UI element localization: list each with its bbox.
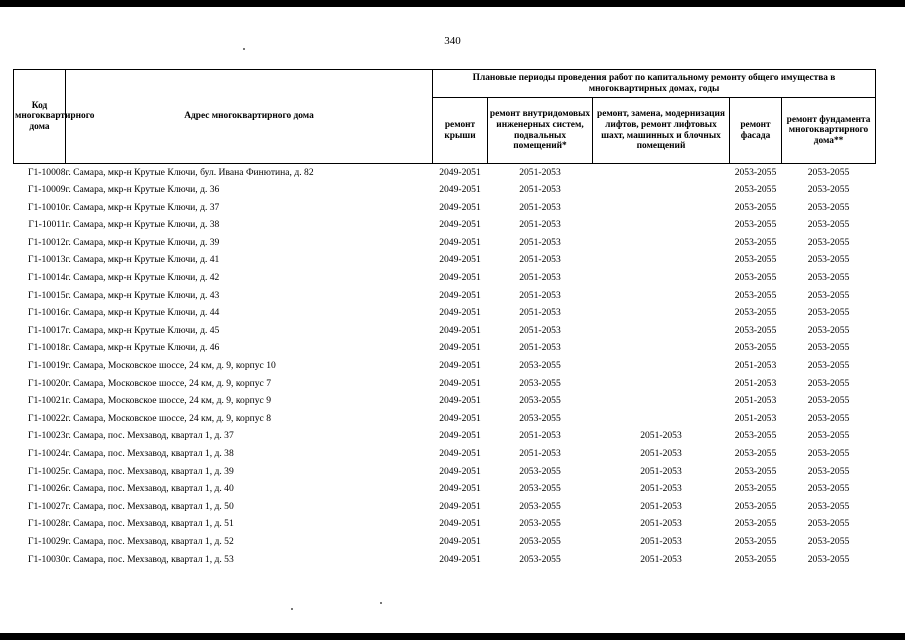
cell-facade: 2053-2055 (734, 465, 777, 477)
cell-address: г. Самара, мкр-н Крутые Ключи, д. 42 (65, 272, 220, 284)
cell-elevator (593, 199, 730, 217)
cell-address: г. Самара, мкр-н Крутые Ключи, д. 36 (65, 184, 220, 196)
cell-address: г. Самара, Московское шоссе, 24 км, д. 9, корпус 9 (65, 395, 272, 407)
cell-facade: 2053-2055 (734, 500, 777, 512)
cell-address: г. Самара, мкр-н Крутые Ключи, д. 46 (65, 342, 220, 354)
header-facade: ремонт фасада (730, 98, 782, 164)
cell-roof: 2049-2051 (439, 272, 481, 284)
cell-code: Г1-10022 (27, 412, 66, 424)
cell-address: г. Самара, пос. Мехзавод, квартал 1, д. 53 (65, 553, 234, 565)
cell-engineering: 2051-2053 (519, 236, 561, 248)
cell-address: г. Самара, Московское шоссе, 24 км, д. 9, корпус 8 (65, 412, 272, 424)
cell-facade: 2053-2055 (734, 483, 777, 495)
cell-roof: 2049-2051 (439, 342, 481, 354)
table-row (14, 498, 876, 516)
table-row (14, 375, 876, 393)
cell-roof: 2049-2051 (439, 395, 481, 407)
cell-engineering: 2053-2055 (519, 377, 561, 389)
cell-engineering: 2051-2053 (519, 289, 561, 301)
table-row (14, 481, 876, 499)
cell-facade: 2053-2055 (734, 553, 777, 565)
cell-elevator (593, 164, 730, 182)
cell-elevator (593, 358, 730, 376)
cell-address: г. Самара, пос. Мехзавод, квартал 1, д. 50 (65, 500, 234, 512)
cell-foundation: 2053-2055 (807, 254, 850, 266)
cell-code: Г1-10008 (27, 166, 66, 178)
cell-elevator (593, 410, 730, 428)
cell-address: г. Самара, Московское шоссе, 24 км, д. 9, корпус 7 (65, 377, 272, 389)
cell-address: г. Самара, пос. Мехзавод, квартал 1, д. 37 (65, 430, 234, 442)
cell-address: г. Самара, мкр-н Крутые Ключи, д. 45 (65, 324, 220, 336)
cell-address: г. Самара, мкр-н Крутые Ключи, д. 44 (65, 307, 220, 319)
table-row (14, 252, 876, 270)
cell-roof: 2049-2051 (439, 201, 481, 213)
cell-engineering: 2051-2053 (519, 307, 561, 319)
cell-foundation: 2053-2055 (807, 465, 850, 477)
cell-code: Г1-10024 (27, 448, 66, 460)
cell-foundation: 2053-2055 (807, 535, 850, 547)
cell-elevator: 2051-2053 (640, 553, 682, 565)
cell-elevator: 2051-2053 (640, 535, 682, 547)
cell-roof: 2049-2051 (439, 166, 481, 178)
cell-foundation: 2053-2055 (807, 483, 850, 495)
cell-code: Г1-10026 (27, 483, 66, 495)
table-row (14, 270, 876, 288)
table-row (14, 410, 876, 428)
table-row (14, 340, 876, 358)
table-row (14, 305, 876, 323)
table-row (14, 199, 876, 217)
cell-foundation: 2053-2055 (807, 553, 850, 565)
cell-elevator (593, 375, 730, 393)
cell-facade: 2053-2055 (734, 219, 777, 231)
cell-facade: 2051-2053 (734, 412, 777, 424)
cell-facade: 2053-2055 (734, 254, 777, 266)
cell-elevator (593, 287, 730, 305)
cell-facade: 2053-2055 (734, 272, 777, 284)
cell-engineering: 2053-2055 (519, 500, 561, 512)
repair-schedule-table (13, 69, 876, 569)
cell-engineering: 2051-2053 (519, 219, 561, 231)
cell-engineering: 2053-2055 (519, 465, 561, 477)
cell-foundation: 2053-2055 (807, 201, 850, 213)
cell-elevator: 2051-2053 (640, 448, 682, 460)
cell-roof: 2049-2051 (439, 483, 481, 495)
cell-foundation: 2053-2055 (807, 236, 850, 248)
scan-speck (380, 602, 382, 604)
cell-engineering: 2053-2055 (519, 518, 561, 530)
table-row (14, 322, 876, 340)
table-row (14, 287, 876, 305)
cell-foundation: 2053-2055 (807, 412, 850, 424)
cell-engineering: 2053-2055 (519, 483, 561, 495)
cell-engineering: 2051-2053 (519, 430, 561, 442)
cell-code: Г1-10023 (27, 430, 66, 442)
cell-code: Г1-10016 (27, 307, 66, 319)
cell-foundation: 2053-2055 (807, 324, 850, 336)
top-edge-bar (0, 0, 905, 7)
header-address: Адрес многоквартирного дома (66, 70, 433, 164)
cell-address: г. Самара, пос. Мехзавод, квартал 1, д. 40 (65, 483, 234, 495)
table-row (14, 533, 876, 551)
cell-facade: 2053-2055 (734, 201, 777, 213)
header-code: Код многоквартирного дома (14, 70, 66, 164)
table-row (14, 358, 876, 376)
cell-elevator: 2051-2053 (640, 430, 682, 442)
cell-roof: 2049-2051 (439, 500, 481, 512)
cell-roof: 2049-2051 (439, 360, 481, 372)
cell-facade: 2053-2055 (734, 430, 777, 442)
cell-facade: 2053-2055 (734, 236, 777, 248)
cell-elevator (593, 252, 730, 270)
cell-engineering: 2053-2055 (519, 360, 561, 372)
cell-foundation: 2053-2055 (807, 448, 850, 460)
cell-elevator: 2051-2053 (640, 500, 682, 512)
table-row (14, 428, 876, 446)
cell-roof: 2049-2051 (439, 307, 481, 319)
table-row (14, 234, 876, 252)
cell-foundation: 2053-2055 (807, 430, 850, 442)
cell-engineering: 2051-2053 (519, 166, 561, 178)
cell-foundation: 2053-2055 (807, 518, 850, 530)
cell-facade: 2053-2055 (734, 342, 777, 354)
cell-code: Г1-10011 (28, 219, 66, 231)
header-engineering: ремонт внутридомовых инженерных систем, подвальных помещений* (488, 98, 593, 164)
cell-facade: 2053-2055 (734, 166, 777, 178)
cell-engineering: 2053-2055 (519, 395, 561, 407)
cell-engineering: 2051-2053 (519, 342, 561, 354)
cell-roof: 2049-2051 (439, 465, 481, 477)
cell-address: г. Самара, мкр-н Крутые Ключи, д. 43 (65, 289, 220, 301)
cell-code: Г1-10009 (27, 184, 66, 196)
cell-engineering: 2051-2053 (519, 448, 561, 460)
cell-roof: 2049-2051 (439, 535, 481, 547)
cell-facade: 2053-2055 (734, 535, 777, 547)
cell-address: г. Самара, пос. Мехзавод, квартал 1, д. 52 (65, 535, 234, 547)
cell-code: Г1-10012 (27, 236, 66, 248)
table-row (14, 217, 876, 235)
cell-address: г. Самара, пос. Мехзавод, квартал 1, д. 51 (65, 518, 234, 530)
cell-roof: 2049-2051 (439, 448, 481, 460)
cell-elevator (593, 270, 730, 288)
table-row (14, 463, 876, 481)
cell-code: Г1-10019 (27, 360, 66, 372)
cell-elevator (593, 234, 730, 252)
cell-engineering: 2053-2055 (519, 412, 561, 424)
table-row (14, 164, 876, 182)
cell-facade: 2053-2055 (734, 289, 777, 301)
cell-engineering: 2053-2055 (519, 553, 561, 565)
page-number: 340 (444, 35, 461, 47)
cell-code: Г1-10010 (27, 201, 66, 213)
cell-roof: 2049-2051 (439, 377, 481, 389)
cell-address: г. Самара, мкр-н Крутые Ключи, д. 39 (65, 236, 220, 248)
scan-speck (243, 48, 245, 50)
cell-elevator (593, 305, 730, 323)
cell-roof: 2049-2051 (439, 254, 481, 266)
cell-address: г. Самара, пос. Мехзавод, квартал 1, д. 39 (65, 465, 234, 477)
cell-foundation: 2053-2055 (807, 360, 850, 372)
cell-facade: 2053-2055 (734, 307, 777, 319)
cell-elevator: 2051-2053 (640, 465, 682, 477)
header-group: Плановые периоды проведения работ по капитальному ремонту общего имущества в многоквартирных домах, годы (433, 70, 876, 98)
cell-facade: 2053-2055 (734, 518, 777, 530)
cell-address: г. Самара, мкр-н Крутые Ключи, д. 37 (65, 201, 220, 213)
cell-roof: 2049-2051 (439, 430, 481, 442)
cell-code: Г1-10014 (27, 272, 66, 284)
cell-code: Г1-10028 (27, 518, 66, 530)
cell-elevator (593, 217, 730, 235)
cell-engineering: 2051-2053 (519, 184, 561, 196)
cell-address: г. Самара, мкр-н Крутые Ключи, бул. Ивана Финютина, д. 82 (65, 166, 314, 178)
cell-facade: 2053-2055 (734, 324, 777, 336)
cell-code: Г1-10015 (27, 289, 66, 301)
table-body (14, 164, 876, 569)
cell-code: Г1-10029 (27, 535, 66, 547)
header-roof: ремонт крыши (433, 98, 488, 164)
cell-foundation: 2053-2055 (807, 272, 850, 284)
cell-code: Г1-10021 (27, 395, 66, 407)
cell-facade: 2053-2055 (734, 448, 777, 460)
cell-elevator: 2051-2053 (640, 483, 682, 495)
cell-engineering: 2051-2053 (519, 254, 561, 266)
cell-code: Г1-10030 (27, 553, 66, 565)
cell-foundation: 2053-2055 (807, 377, 850, 389)
cell-elevator (593, 182, 730, 200)
cell-engineering: 2051-2053 (519, 324, 561, 336)
cell-code: Г1-10017 (27, 324, 66, 336)
cell-foundation: 2053-2055 (807, 342, 850, 354)
cell-code: Г1-10027 (27, 500, 66, 512)
cell-roof: 2049-2051 (439, 412, 481, 424)
cell-roof: 2049-2051 (439, 236, 481, 248)
cell-foundation: 2053-2055 (807, 219, 850, 231)
cell-facade: 2051-2053 (734, 360, 777, 372)
cell-facade: 2051-2053 (734, 377, 777, 389)
table-row (14, 516, 876, 534)
cell-roof: 2049-2051 (439, 184, 481, 196)
bottom-edge-bar (0, 633, 905, 640)
cell-roof: 2049-2051 (439, 219, 481, 231)
cell-elevator (593, 393, 730, 411)
cell-engineering: 2051-2053 (519, 201, 561, 213)
table-row (14, 446, 876, 464)
cell-engineering: 2051-2053 (519, 272, 561, 284)
cell-code: Г1-10013 (27, 254, 66, 266)
cell-elevator (593, 322, 730, 340)
cell-address: г. Самара, мкр-н Крутые Ключи, д. 41 (65, 254, 220, 266)
cell-engineering: 2053-2055 (519, 535, 561, 547)
table-row (14, 182, 876, 200)
cell-elevator: 2051-2053 (640, 518, 682, 530)
scan-speck (291, 608, 293, 610)
cell-foundation: 2053-2055 (807, 289, 850, 301)
cell-address: г. Самара, Московское шоссе, 24 км, д. 9, корпус 10 (65, 360, 276, 372)
header-foundation: ремонт фундамента многоквартирного дома** (782, 98, 876, 164)
cell-elevator (593, 340, 730, 358)
table-row (14, 393, 876, 411)
cell-foundation: 2053-2055 (807, 395, 850, 407)
cell-facade: 2053-2055 (734, 184, 777, 196)
cell-foundation: 2053-2055 (807, 184, 850, 196)
cell-code: Г1-10018 (27, 342, 66, 354)
cell-address: г. Самара, мкр-н Крутые Ключи, д. 38 (65, 219, 220, 231)
cell-roof: 2049-2051 (439, 553, 481, 565)
cell-facade: 2051-2053 (734, 395, 777, 407)
table-row (14, 551, 876, 569)
cell-foundation: 2053-2055 (807, 307, 850, 319)
cell-roof: 2049-2051 (439, 518, 481, 530)
cell-foundation: 2053-2055 (807, 500, 850, 512)
cell-roof: 2049-2051 (439, 324, 481, 336)
cell-foundation: 2053-2055 (807, 166, 850, 178)
cell-roof: 2049-2051 (439, 289, 481, 301)
header-elevator: ремонт, замена, модернизация лифтов, ремонт лифтовых шахт, машинных и блочных помещений (593, 98, 730, 164)
cell-code: Г1-10025 (27, 465, 66, 477)
cell-address: г. Самара, пос. Мехзавод, квартал 1, д. 38 (65, 448, 234, 460)
cell-code: Г1-10020 (27, 377, 66, 389)
